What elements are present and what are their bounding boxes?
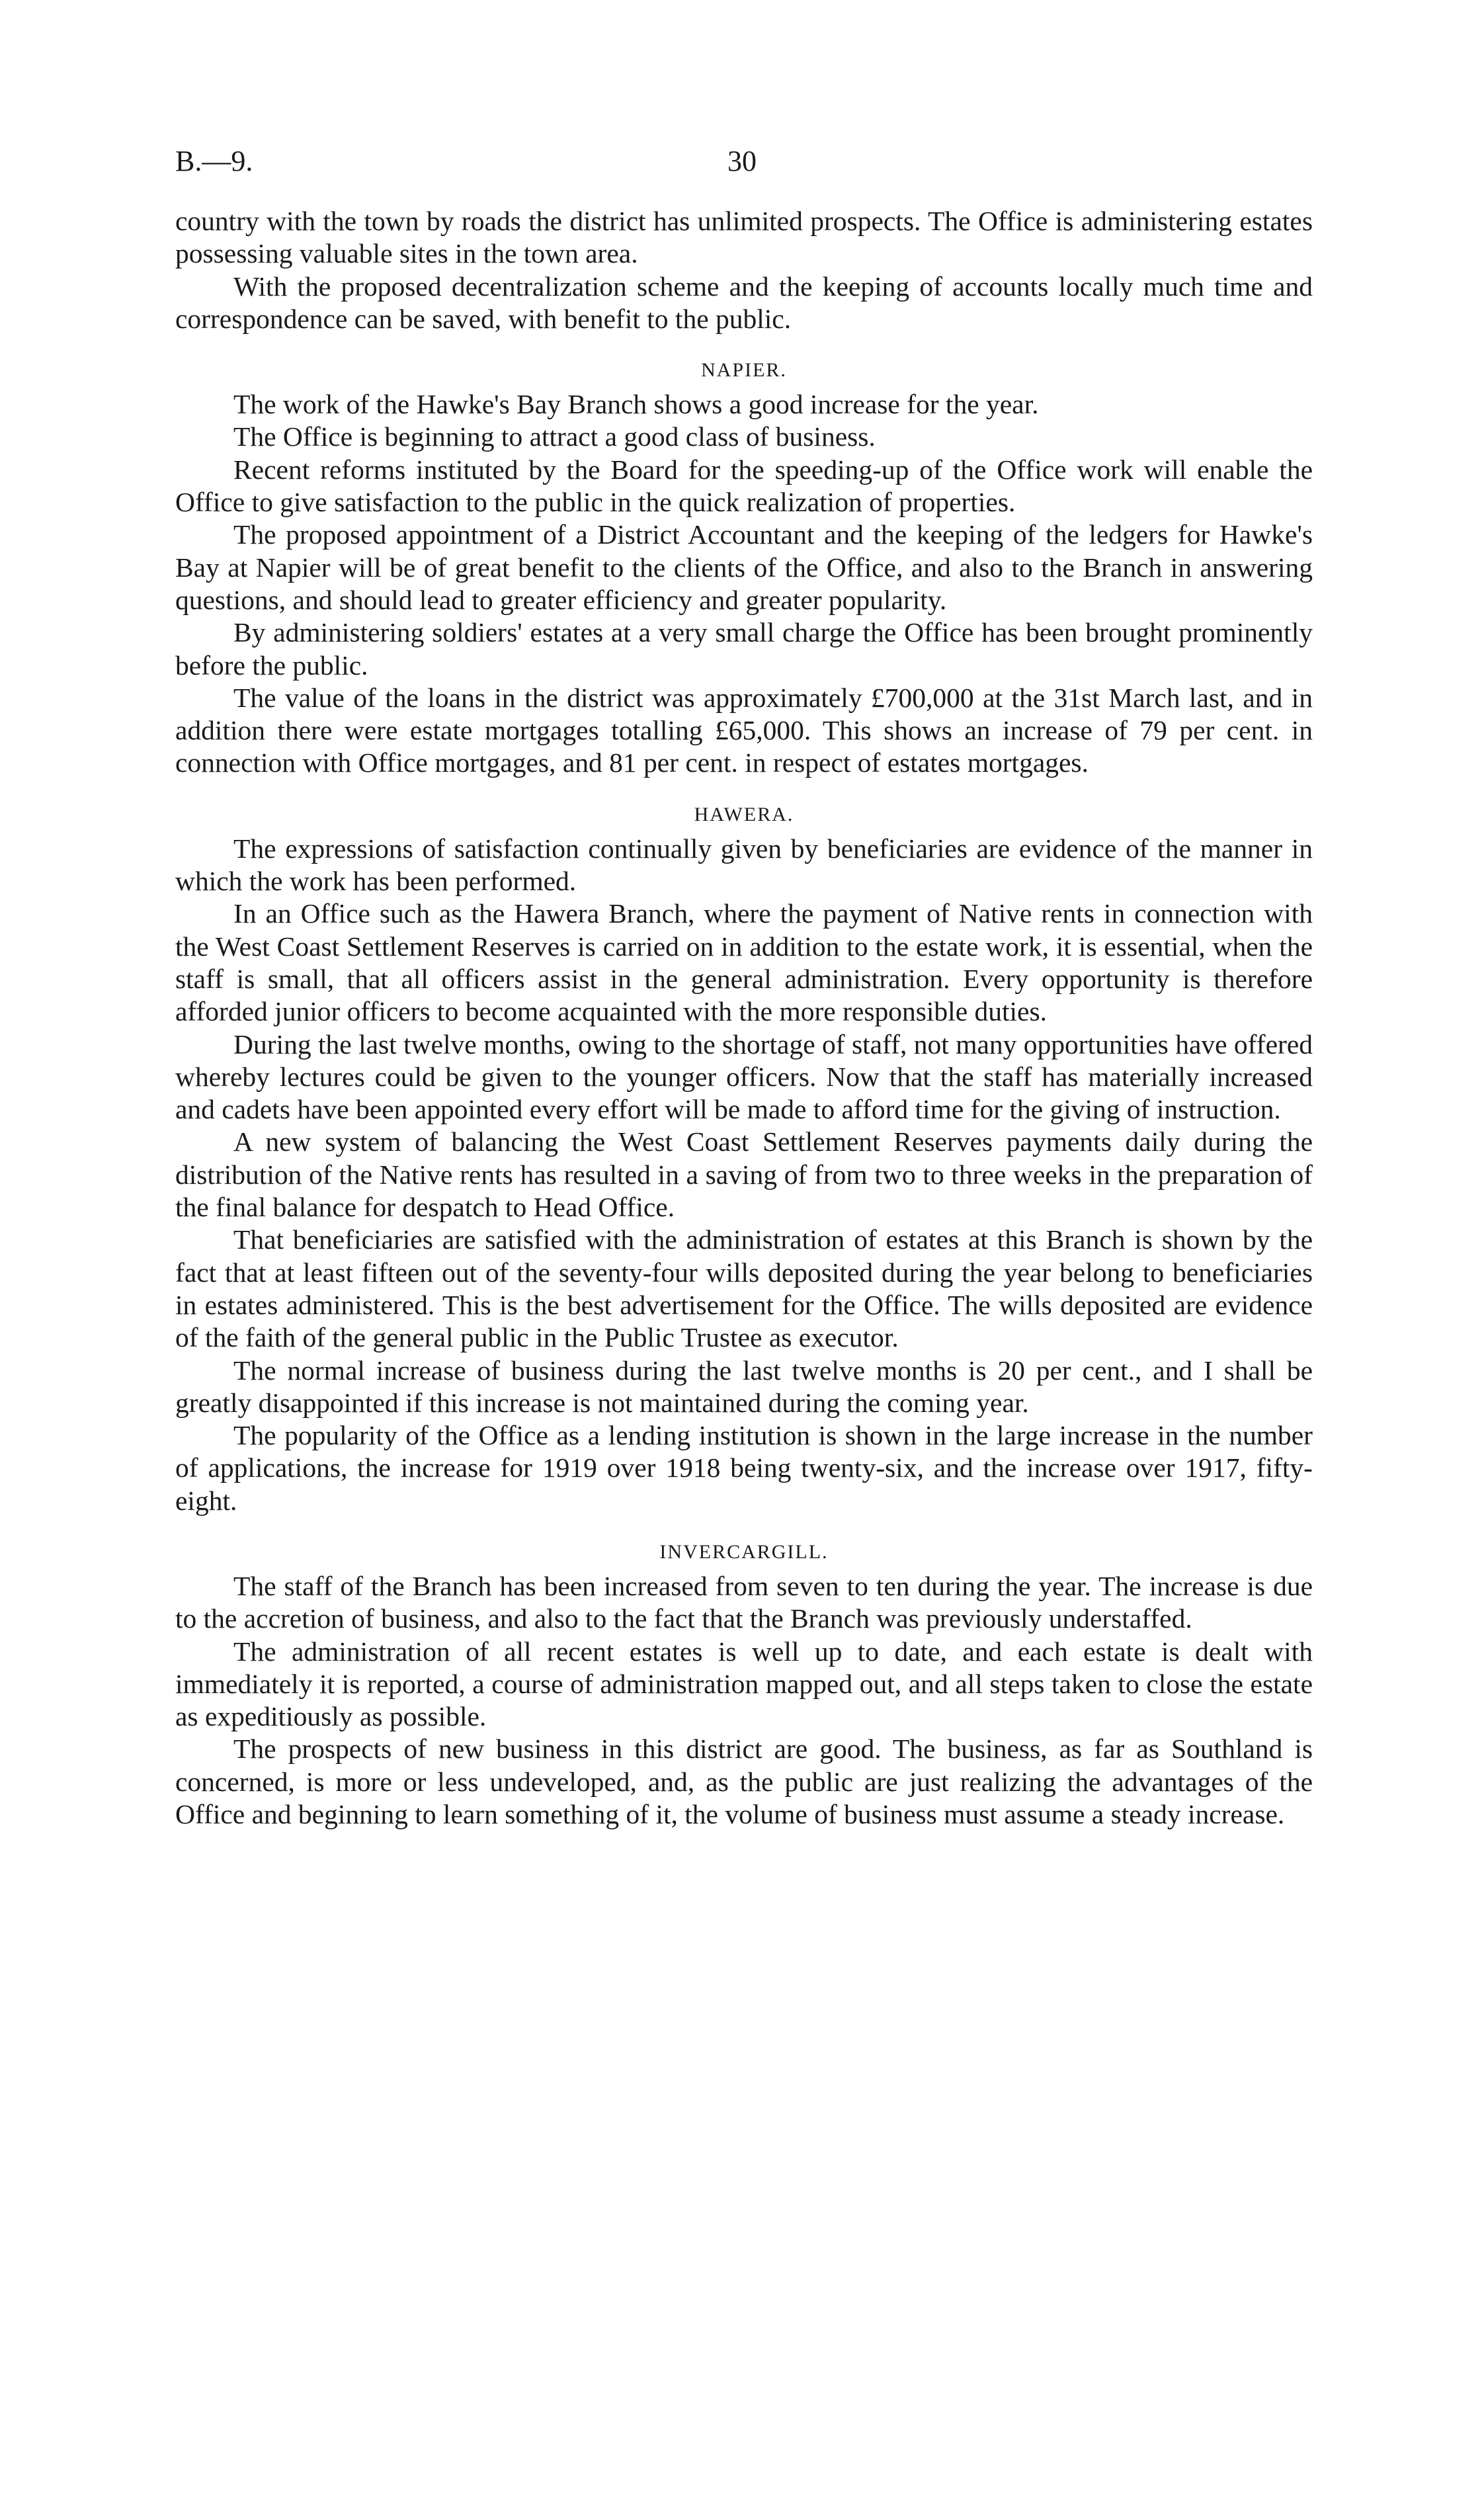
section-heading-napier: NAPIER. (701, 359, 787, 382)
intro-section (175, 205, 1313, 335)
document-reference: B.—9. (175, 145, 253, 177)
paragraph: The proposed appointment of a District Accountant and the keeping of the ledgers for Hawke's Bay at Napier will be of great benefit to the clients of the Office, and also to the Branch in answering questions, and should lead to greater efficiency and greater popularity. (175, 519, 1313, 615)
napier-section (175, 358, 1313, 780)
paragraph: The normal increase of business during the last twelve months is 20 per cent., and I shall be greatly disappointed if this increase is not maintained during the coming year. (175, 1354, 1313, 1418)
paragraph: By administering soldiers' estates at a very small charge the Office has been brought prominently before the public. (175, 617, 1313, 681)
hawera-section (175, 802, 1313, 1517)
paragraph: The expressions of satisfaction continually given by beneficiaries are evidence of the manner in which the work has been performed. (175, 833, 1313, 897)
paragraph: During the last twelve months, owing to the shortage of staff, not many opportunities have offered whereby lectures could be given to the younger officers. Now that the staff has materially increased and cadets have been appointed every effort will be made to afford time for the giving of instruction. (175, 1028, 1313, 1125)
page-header (175, 144, 1313, 184)
paragraph: A new system of balancing the West Coast Settlement Reserves payments daily during the distribution of the Native rents has resulted in a saving of from two to three weeks in the preparation of the final balance for despatch to Head Office. (175, 1126, 1313, 1223)
paragraph: With the proposed decentralization scheme and the keeping of accounts locally much time and correspondence can be saved, with benefit to the public. (175, 271, 1313, 334)
paragraph: The popularity of the Office as a lending institution is shown in the large increase in the number of applications, the increase for 1919 over 1918 being twenty-six, and the increase over 1917, fifty-eight. (175, 1420, 1313, 1516)
paragraph: The work of the Hawke's Bay Branch shows a good increase for the year. (233, 389, 1039, 420)
paragraph: Recent reforms instituted by the Board for the speeding-up of the Office work will enable the Office to give satisfaction to the public in the quick realization of properties. (175, 454, 1313, 518)
paragraph: That beneficiaries are satisfied with the administration of estates at this Branch is shown by the fact that at least fifteen out of the seventy-four wills deposited during the year belong to beneficiaries in estates administered. This is the best advertisement for the Office. The wills deposited are evidence of the faith of the general public in the Public Trustee as executor. (175, 1224, 1313, 1353)
paragraph: country with the town by roads the district has unlimited prospects. The Office is administering estates possessing valuable sites in the town area. (175, 206, 1313, 269)
invercargill-section (175, 1540, 1313, 1831)
page-number: 30 (727, 145, 757, 177)
paragraph: The staff of the Branch has been increased from seven to ten during the year. The increase is due to the accretion of business, and also to the fact that the Branch was previously understaffed. (175, 1570, 1313, 1634)
paragraph: The Office is beginning to attract a good class of business. (233, 421, 876, 452)
page-body (175, 205, 1313, 1831)
paragraph: The prospects of new business in this district are good. The business, as far as Southland is concerned, is more or less undeveloped, and, as the public are just realizing the advantages of the Office and beginning to learn something of it, the volume of business must assume a steady increase. (175, 1733, 1313, 1830)
paragraph: The value of the loans in the district was approximately £700,000 at the 31st March last, and in addition there were estate mortgages totalling £65,000. This shows an increase of 79 per cent. in connection with Office mortgages, and 81 per cent. in respect of estates mortgages. (175, 682, 1313, 778)
paragraph: The administration of all recent estates is well up to date, and each estate is dealt with immediately it is reported, a course of administration mapped out, and all steps taken to close the estate as expeditiously as possible. (175, 1636, 1313, 1732)
section-heading-hawera: HAWERA. (694, 803, 794, 825)
section-heading-invercargill: INVERCARGILL. (659, 1540, 829, 1563)
paragraph: In an Office such as the Hawera Branch, where the payment of Native rents in connection with the West Coast Settlement Reserves is carried on in addition to the estate work, it is essential, when the staff is small, that all officers assist in the general administration. Every opportunity is therefore afforded junior officers to become acquainted with the more responsible duties. (175, 898, 1313, 1027)
